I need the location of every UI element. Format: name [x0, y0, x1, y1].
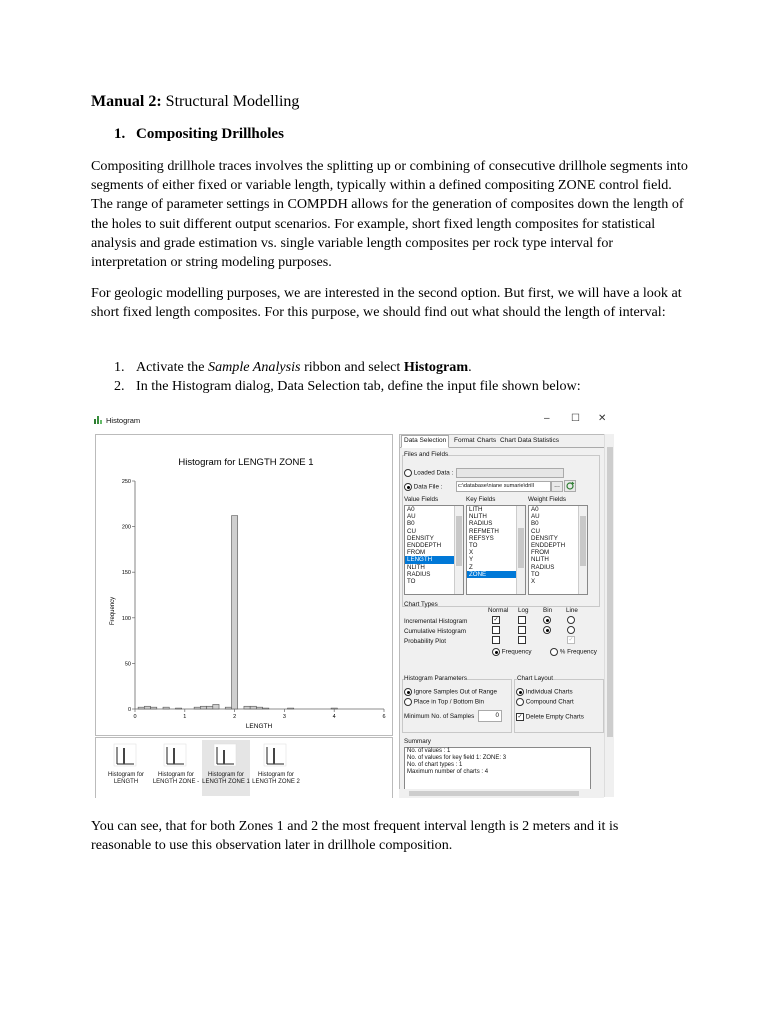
- loaded-data-option[interactable]: Loaded Data :: [404, 469, 453, 477]
- thumbnail-chart-icon: [102, 740, 150, 770]
- thumbnail-caption: Histogram for LENGTH ZONE 1: [202, 772, 250, 785]
- col-bin: Bin: [543, 607, 553, 614]
- col-log: Log: [518, 607, 529, 614]
- y-tick-label: 0: [127, 707, 131, 713]
- value-fields-item[interactable]: AU: [407, 513, 416, 521]
- weight-fields-item[interactable]: FROM: [531, 549, 550, 557]
- y-tick-label: 250: [121, 479, 131, 485]
- y-tick-label: 150: [121, 570, 131, 577]
- histogram-bar: [288, 708, 294, 709]
- close-button[interactable]: ✕: [598, 413, 607, 424]
- histogram-bar: [231, 516, 237, 709]
- probability-line-checkbox: ✓: [568, 637, 574, 643]
- incremental-bin-radio[interactable]: [543, 616, 551, 624]
- loaded-data-select[interactable]: [456, 468, 564, 478]
- chart-thumbnail[interactable]: [102, 740, 150, 796]
- refresh-button[interactable]: [564, 480, 576, 492]
- paragraph-intro: Compositing drillhole traces involves the splitting up or combining of consecutive drillhole segments into segments of either fixed or variable length, typically within a defined compositing ZONE control field. The range of parameter settings in COMPDH allows for the generation of composites down the length of the holes to suit different output scenarios. For example, short fixed length composites for statistical analysis and grade estimation vs. single variable length composites per rock type interval for interpretation or string modeling purposes.: [91, 158, 688, 271]
- col-normal: Normal: [488, 607, 509, 614]
- min-samples-label: Minimum No. of Samples: [404, 713, 475, 720]
- min-samples-input[interactable]: 0: [478, 710, 502, 722]
- place-top-bottom-option[interactable]: Place in Top / Bottom Bin: [404, 698, 484, 706]
- weight-fields-label: Weight Fields: [528, 496, 567, 503]
- tab-statistics[interactable]: Statistics: [533, 437, 560, 444]
- key-fields-item[interactable]: REFSYS: [469, 534, 494, 542]
- histogram-bar: [331, 708, 337, 709]
- key-fields-item[interactable]: ZONE: [467, 571, 525, 578]
- key-fields-item[interactable]: TO: [469, 541, 478, 549]
- thumbnail-caption: Histogram for LENGTH ZONE -: [152, 772, 200, 785]
- weight-fields-item[interactable]: X: [531, 577, 536, 585]
- histogram-bar: [175, 708, 181, 709]
- key-fields-item[interactable]: RADIUS: [469, 520, 493, 528]
- weight-fields-item[interactable]: A0: [531, 506, 539, 513]
- pct-frequency-option[interactable]: % Frequency: [550, 648, 597, 656]
- chart-pane: [95, 434, 393, 736]
- histogram-bar: [263, 708, 269, 709]
- cumulative-log-checkbox[interactable]: [518, 626, 526, 634]
- value-fields-item[interactable]: ENDDEPTH: [407, 541, 442, 549]
- weight-fields-item[interactable]: CU: [531, 527, 540, 535]
- weight-fields-item[interactable]: B0: [531, 520, 539, 528]
- individual-charts-option[interactable]: Individual Charts: [516, 688, 573, 696]
- key-fields-item[interactable]: Z: [469, 563, 473, 571]
- y-tick-label: 200: [121, 524, 131, 531]
- minimize-button[interactable]: –: [544, 413, 550, 424]
- y-tick-label: 100: [121, 615, 131, 622]
- histogram-bar: [163, 707, 169, 709]
- window-title: Histogram: [106, 416, 141, 425]
- loaded-data-radio[interactable]: [404, 469, 412, 477]
- section-heading: 1. Compositing Drillholes: [114, 126, 284, 142]
- hist-params-label: Histogram Parameters: [404, 675, 467, 682]
- ignore-samples-radio[interactable]: [404, 688, 412, 696]
- summary-line: Maximum number of charts : 4: [407, 769, 489, 775]
- value-fields-item[interactable]: FROM: [407, 549, 426, 557]
- steps-list: [114, 358, 581, 396]
- summary-line: No. of values : 1: [407, 748, 451, 754]
- thumbnail-caption: Histogram for LENGTH ZONE 2: [252, 772, 300, 785]
- cumulative-bin-radio[interactable]: [543, 626, 551, 634]
- incremental-line-radio[interactable]: [567, 616, 575, 624]
- weight-fields-item[interactable]: TO: [531, 570, 540, 578]
- step-2: 2. In the Histogram dialog, Data Selection tab, define the input file shown below:: [114, 378, 581, 395]
- frequency-radio[interactable]: [492, 648, 500, 656]
- chart-thumbnail[interactable]: [152, 740, 200, 796]
- histogram-window: [91, 410, 617, 798]
- value-fields-label: Value Fields: [404, 496, 439, 503]
- value-fields-item[interactable]: LENGTH: [405, 556, 463, 563]
- x-tick-label: 0: [133, 714, 137, 720]
- delete-empty-checkbox[interactable]: ✓: [517, 714, 523, 720]
- y-axis-label: Frequency: [110, 596, 116, 626]
- x-tick-label: 3: [282, 714, 286, 720]
- delete-empty-option[interactable]: ✓ Delete Empty Charts: [517, 713, 584, 721]
- value-fields-item[interactable]: NLITH: [407, 563, 425, 571]
- y-tick-label: 50: [124, 661, 131, 668]
- key-fields-item[interactable]: REFMETH: [469, 527, 499, 535]
- chart-title: Histogram for LENGTH ZONE 1: [178, 457, 314, 468]
- key-fields-label: Key Fields: [466, 496, 496, 503]
- histogram-chart: [96, 435, 392, 735]
- thumbnail-chart-icon: [252, 740, 300, 770]
- histogram-bar: [225, 707, 231, 709]
- settings-panel: [399, 434, 606, 792]
- key-fields-item[interactable]: LITH: [469, 506, 483, 513]
- histogram-bar: [138, 707, 144, 709]
- summary-label: Summary: [404, 738, 431, 745]
- data-file-radio[interactable]: [404, 483, 412, 491]
- x-tick-label: 4: [332, 714, 336, 720]
- value-fields-item[interactable]: DENSITY: [407, 534, 434, 542]
- data-file-option[interactable]: Data File :: [404, 483, 442, 491]
- title-bar: [91, 410, 617, 432]
- row-cumulative: Cumulative Histogram: [404, 628, 466, 635]
- incremental-normal-checkbox[interactable]: ✓: [493, 617, 499, 623]
- histogram-bar: [213, 704, 219, 709]
- data-file-input[interactable]: c:\database\niane sumarie\drill: [456, 481, 551, 492]
- histogram-app-icon: [94, 416, 102, 424]
- manual-heading: Manual 2: Structural Modelling: [91, 93, 300, 110]
- x-tick-label: 2: [233, 714, 237, 720]
- histogram-bar: [194, 707, 200, 709]
- histogram-bar: [200, 706, 206, 709]
- summary-line: No. of values for key field 1: ZONE: 3: [407, 755, 507, 761]
- files-fields-label: Files and Fields: [404, 451, 449, 458]
- chart-thumbnail[interactable]: [252, 740, 300, 796]
- x-tick-label: 1: [183, 714, 187, 720]
- x-axis-label: LENGTH: [245, 723, 273, 730]
- key-fields-item[interactable]: NLITH: [469, 513, 487, 521]
- incremental-log-checkbox[interactable]: [518, 616, 526, 624]
- panel-vertical-scrollbar[interactable]: [604, 434, 614, 797]
- value-fields-item[interactable]: RADIUS: [407, 570, 431, 578]
- value-fields-item[interactable]: B0: [407, 520, 415, 528]
- histogram-bar: [151, 707, 157, 709]
- pct-frequency-radio[interactable]: [550, 648, 558, 656]
- row-incremental: Incremental Histogram: [404, 618, 468, 625]
- summary-line: No. of chart types : 1: [407, 762, 463, 768]
- row-probability: Probability Plot: [404, 638, 446, 645]
- cumulative-normal-checkbox[interactable]: [492, 626, 500, 634]
- key-fields-item[interactable]: Y: [469, 556, 474, 564]
- value-fields-item[interactable]: TO: [407, 577, 416, 585]
- value-fields-item[interactable]: A0: [407, 506, 415, 513]
- thumbnail-chart-icon: [152, 740, 200, 770]
- tab-charts[interactable]: Charts: [477, 437, 497, 444]
- chart-types-label: Chart Types: [404, 601, 438, 608]
- chart-thumbnail[interactable]: [202, 740, 250, 796]
- frequency-option[interactable]: Frequency: [492, 648, 532, 656]
- col-line: Line: [566, 607, 578, 614]
- refresh-icon: [565, 481, 575, 491]
- weight-fields-item[interactable]: NLITH: [531, 556, 549, 564]
- weight-fields-item[interactable]: ENDDEPTH: [531, 541, 566, 549]
- place-top-bottom-radio[interactable]: [404, 698, 412, 706]
- compound-chart-radio[interactable]: [516, 698, 524, 706]
- histogram-bar: [256, 707, 262, 709]
- tab-chart-data[interactable]: Chart Data: [500, 437, 532, 444]
- key-fields-item[interactable]: X: [469, 549, 474, 557]
- cumulative-line-radio[interactable]: [567, 626, 575, 634]
- key-fields-list[interactable]: [466, 505, 526, 595]
- individual-charts-radio[interactable]: [516, 688, 524, 696]
- chart-thumbnails: [95, 737, 393, 798]
- weight-fields-list[interactable]: [528, 505, 588, 595]
- compound-chart-option[interactable]: Compound Chart: [516, 698, 574, 706]
- tab-strip: [400, 435, 605, 448]
- probability-log-checkbox[interactable]: [518, 636, 526, 644]
- weight-fields-item[interactable]: AU: [531, 513, 540, 521]
- histogram-bar: [144, 706, 150, 709]
- tab-data-selection[interactable]: Data Selection: [401, 435, 449, 448]
- ignore-samples-option[interactable]: Ignore Samples Out of Range: [404, 688, 497, 696]
- thumbnail-caption: Histogram for LENGTH: [107, 772, 144, 785]
- histogram-bar: [207, 706, 213, 709]
- tab-format[interactable]: Format: [454, 437, 475, 444]
- step-1: 1. Activate the Sample Analysis ribbon and select Histogram.: [114, 359, 472, 375]
- value-fields-item[interactable]: CU: [407, 527, 416, 535]
- weight-fields-item[interactable]: RADIUS: [531, 563, 555, 571]
- histogram-bar: [250, 706, 256, 709]
- browse-button[interactable]: ...: [551, 481, 563, 492]
- panel-horizontal-scrollbar[interactable]: [399, 789, 604, 798]
- paragraph-purpose: For geologic modelling purposes, we are interested in the second option. But first, we will have a look at short fixed length composites. For this purpose, we should find out what should the length of interval:: [91, 285, 682, 321]
- value-fields-list[interactable]: [404, 505, 464, 595]
- paragraph-conclusion: You can see, that for both Zones 1 and 2 the most frequent interval length is 2 meters and it is reasonable to use this observation later in drillhole composition.: [91, 818, 619, 854]
- histogram-bar: [244, 706, 250, 709]
- x-tick-label: 6: [382, 714, 386, 720]
- weight-fields-item[interactable]: DENSITY: [531, 534, 558, 542]
- probability-normal-checkbox[interactable]: [492, 636, 500, 644]
- maximize-button[interactable]: ☐: [571, 413, 580, 424]
- chart-layout-label: Chart Layout: [517, 675, 554, 682]
- thumbnail-chart-icon: [202, 740, 250, 770]
